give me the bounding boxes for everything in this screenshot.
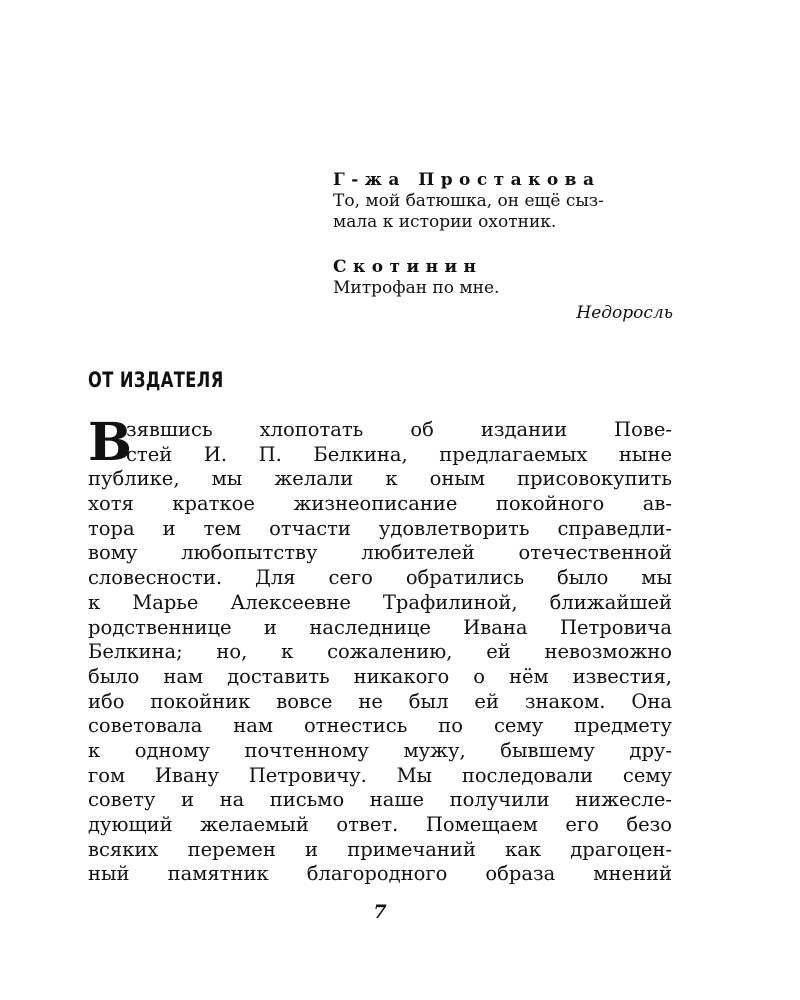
epigraph-speaker: Г-жа Простакова: [333, 170, 601, 190]
epigraph: [333, 170, 673, 324]
text-line: к Марье Алексеевне Трафилиной, ближайшей: [88, 590, 672, 614]
text-line: дующий желаемый ответ. Помещаем его безо: [88, 813, 672, 836]
epigraph-source: Недоросль: [576, 303, 673, 323]
epigraph-block: [333, 257, 673, 299]
text-line: ный памятник благородного образа мнений: [88, 862, 672, 886]
epigraph-line: То, мой батюшка, он ещё сыз-: [333, 191, 604, 211]
epigraph-line: мала к истории охотник.: [333, 212, 557, 232]
text-line: тора и тем отчасти удовлетворить справедли-: [88, 516, 672, 540]
text-line: хотя краткое жизнеописание покойного ав-: [88, 492, 672, 516]
text-line: к одному почтенному мужу, бывшему дру-: [88, 738, 672, 762]
text-line: публике, мы желали к оным присовокупить: [88, 467, 672, 491]
text-line: совету и на письмо наше получили нижесле-: [88, 788, 672, 812]
text-line: словесности. Для сего обратились было мы: [88, 566, 672, 590]
section-heading: ОТ ИЗДАТЕЛЯ: [88, 368, 224, 392]
drop-cap: В: [88, 412, 132, 473]
epigraph-block: [333, 170, 673, 233]
text-line: советовала нам отнестись по сему предмету: [88, 714, 672, 738]
opening-paragraph: [88, 412, 672, 473]
body-text: [88, 412, 672, 887]
epigraph-line: Митрофан по мне.: [333, 278, 500, 298]
text-line: всяких перемен и примечаний как драгоцен-: [88, 837, 672, 861]
page-number: 7: [373, 901, 387, 923]
text-line: вому любопытству любителей отечественной: [88, 541, 672, 565]
text-line: зявшись хлопотать об издании Пове-: [126, 418, 672, 441]
text-line: ибо покойник вовсе не был ей знаком. Она: [88, 689, 672, 713]
text-line: гом Ивану Петровичу. Мы последовали сему: [88, 763, 672, 787]
text-line: Белкина; но, к сожалению, ей невозможно: [88, 640, 672, 664]
text-line: стей И. П. Белкина, предлагаемых ныне: [126, 442, 672, 466]
epigraph-speaker: Скотинин: [333, 257, 483, 277]
text-line: было нам доставить никакого о нём известия,: [88, 664, 672, 688]
text-line: родственнице и наследнице Ивана Петровича: [88, 615, 672, 639]
